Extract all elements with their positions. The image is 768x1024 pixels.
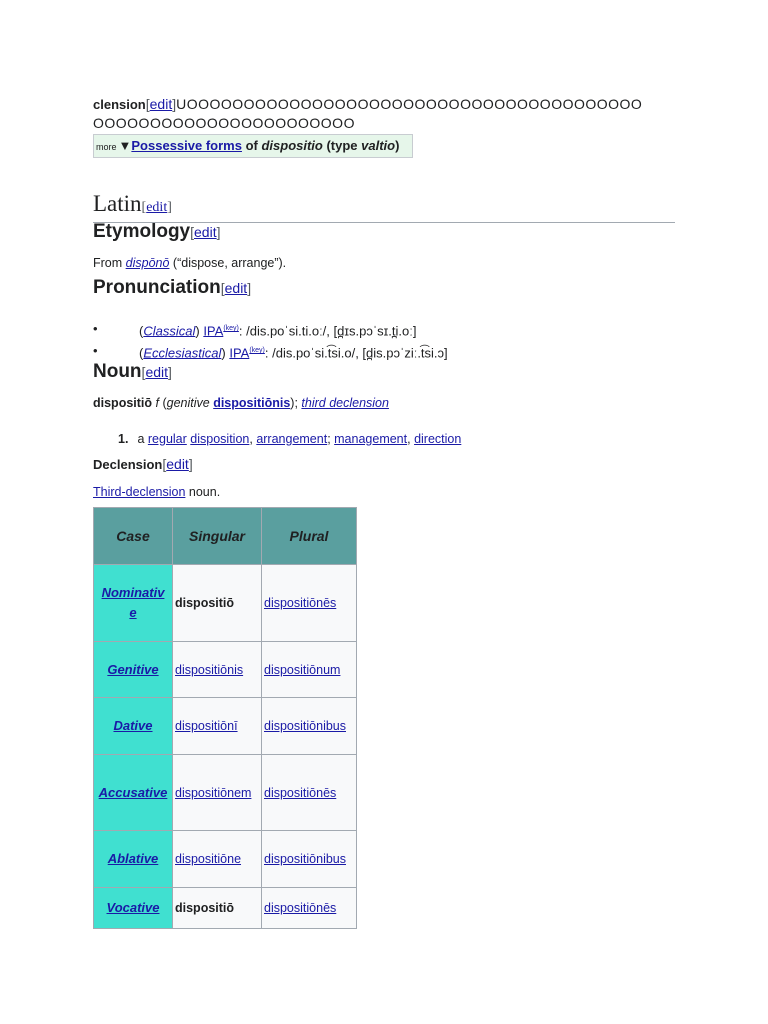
pronunciation-heading: Pronunciation[edit]	[93, 277, 252, 298]
ipa-key-link[interactable]: (key)	[249, 347, 265, 354]
case-nominative[interactable]	[94, 565, 173, 642]
form-link[interactable]: dispositiōnēs	[264, 785, 337, 800]
form-link[interactable]: dispositiōnī	[175, 719, 238, 733]
cell-singular	[173, 888, 262, 929]
form-link[interactable]: dispositiōnēs	[264, 596, 337, 610]
classical-link[interactable]: Classical	[143, 323, 196, 339]
table-row	[94, 565, 357, 642]
gloss-text: (“dispose, arrange”).	[169, 256, 287, 270]
case-link[interactable]: Ablative	[107, 851, 159, 866]
type-open-text: (type	[322, 138, 362, 153]
edit-link-etymology[interactable]: edit	[194, 224, 217, 240]
pronunciation-heading-text: Pronunciation	[93, 277, 221, 298]
genitive-label: genitive	[166, 396, 210, 410]
third-declension-link-2[interactable]: Third-declension	[93, 485, 186, 499]
ipa-transcription: : /dis.poˈsi.ti.oː/, [d̪ɪs.pɔˈsɪ.t̪i.oː]	[238, 323, 417, 339]
possessive-forms-box[interactable]	[93, 134, 413, 158]
declension-heading-text: Declension	[93, 457, 163, 472]
disposition-link[interactable]: disposition	[190, 432, 250, 446]
form-text: dispositiō	[175, 901, 235, 915]
third-declension-link[interactable]: third declension	[301, 396, 389, 410]
latin-heading: Latin[edit]	[93, 190, 675, 223]
sense-number: 1.	[118, 432, 129, 446]
gender: f	[152, 396, 163, 410]
form-link[interactable]: dispositiōne	[175, 852, 242, 866]
cell-plural[interactable]	[262, 565, 357, 642]
lemma-text: dispositio	[261, 138, 323, 153]
case-ablative[interactable]	[94, 831, 173, 888]
semicolon: ;	[327, 432, 335, 446]
paren-open: (	[162, 396, 167, 410]
bullet: •	[93, 321, 98, 336]
inflection-table	[93, 507, 357, 929]
declension-heading: Declension[edit]	[93, 456, 193, 472]
type-close-text: )	[395, 138, 400, 153]
form-link[interactable]: dispositiōnibus	[264, 852, 346, 866]
comma: ,	[407, 432, 415, 446]
cell-singular[interactable]	[173, 831, 262, 888]
ipa-transcription: : /dis.poˈsi.t͡si.o/, [d̪is.pɔˈziː.t͡si.ɔ]	[264, 345, 448, 361]
header-singular: Singular	[173, 508, 262, 565]
case-link[interactable]: Nominative	[101, 585, 165, 620]
noun-heading-text: Noun	[93, 361, 142, 382]
edit-link-pronunciation[interactable]: edit	[224, 280, 248, 296]
header-case: Case	[94, 508, 173, 565]
clension-text: clension	[93, 97, 146, 112]
cell-plural[interactable]	[262, 698, 357, 755]
case-accusative[interactable]	[94, 755, 173, 831]
cell-plural[interactable]	[262, 642, 357, 698]
management-link[interactable]: management	[334, 432, 408, 446]
filler-text: UOOOOOOOOOOOOOOOOOOOOOOOOOOOOOOOOOOOOOOOO	[176, 96, 643, 112]
form-text: dispositiō	[175, 596, 235, 610]
cell-singular	[173, 565, 262, 642]
truncated-declension-line: clension[edit]UOOOOOOOOOOOOOOOOOOOOOOOOOOOOOOOOOOOOOOOO OOOOOOOOOOOOOOOOOOOOOOO	[93, 96, 643, 131]
edit-link-declension[interactable]: edit	[166, 456, 189, 472]
cell-singular[interactable]	[173, 642, 262, 698]
ipa-link[interactable]: IPA	[203, 323, 224, 339]
paren-close: )	[195, 323, 204, 339]
case-link[interactable]: Dative	[113, 718, 153, 733]
case-vocative[interactable]	[94, 888, 173, 929]
type-name-text: valtio	[361, 138, 396, 153]
noun-word: noun.	[185, 485, 221, 499]
cell-singular[interactable]	[173, 698, 262, 755]
ecclesiastical-link[interactable]: Ecclesiastical	[143, 345, 222, 361]
cell-plural[interactable]	[262, 888, 357, 929]
latin-heading-text: Latin	[93, 191, 142, 216]
table-row	[94, 755, 357, 831]
cell-singular[interactable]	[173, 755, 262, 831]
of-text: of	[241, 138, 262, 153]
expand-arrow-icon[interactable]: ▼	[118, 138, 132, 153]
noun-headword-line	[93, 394, 389, 412]
sense-definition	[118, 430, 461, 448]
edit-link[interactable]: edit	[149, 96, 173, 112]
filler-text-2: OOOOOOOOOOOOOOOOOOOOOOO	[93, 115, 355, 131]
more-label[interactable]: more	[96, 142, 117, 152]
form-link[interactable]: dispositiōnibus	[264, 719, 346, 733]
etymology-heading: Etymology[edit]	[93, 221, 221, 242]
cell-plural[interactable]	[262, 755, 357, 831]
edit-link-latin[interactable]: edit	[146, 200, 168, 215]
table-row	[94, 831, 357, 888]
case-genitive[interactable]	[94, 642, 173, 698]
table-row	[94, 642, 357, 698]
etymology-heading-text: Etymology	[93, 221, 191, 242]
paren-open: (	[139, 323, 144, 339]
ipa-key-link[interactable]: (key)	[223, 325, 239, 332]
cell-plural[interactable]	[262, 831, 357, 888]
edit-link-noun[interactable]: edit	[145, 364, 169, 380]
comma: ,	[249, 432, 257, 446]
regular-link[interactable]: regular	[147, 432, 187, 446]
direction-link[interactable]: direction	[414, 432, 462, 446]
table-row	[94, 698, 357, 755]
form-link[interactable]: dispositiōnēs	[264, 901, 337, 915]
bullet: •	[93, 343, 98, 358]
arrangement-link[interactable]: arrangement	[256, 432, 328, 446]
noun-heading: Noun[edit]	[93, 361, 172, 382]
possessive-forms-link[interactable]: Possessive forms	[131, 138, 242, 153]
case-link[interactable]: Accusative	[98, 784, 168, 800]
genitive-form-link[interactable]: dispositiōnis	[213, 396, 291, 410]
table-header-row	[94, 508, 357, 565]
sense-a: a	[137, 432, 148, 446]
etymology-text	[93, 254, 286, 272]
from-text: From	[93, 256, 126, 270]
ipa-link[interactable]: IPA	[229, 345, 250, 361]
paren-open: (	[139, 345, 144, 361]
form-link[interactable]: dispositiōnum	[264, 662, 341, 677]
paren-close: )	[221, 345, 230, 361]
dispono-link[interactable]: dispōnō	[125, 256, 170, 270]
declension-note	[93, 483, 220, 501]
case-dative[interactable]	[94, 698, 173, 755]
headword: dispositiō	[93, 396, 153, 410]
header-plural: Plural	[262, 508, 357, 565]
case-link[interactable]: Genitive	[107, 661, 159, 677]
form-link[interactable]: dispositiōnis	[175, 662, 244, 677]
separator: );	[290, 396, 302, 410]
case-link[interactable]: Vocative	[106, 900, 160, 915]
form-link[interactable]: dispositiōnem	[175, 785, 252, 800]
table-row	[94, 888, 357, 929]
